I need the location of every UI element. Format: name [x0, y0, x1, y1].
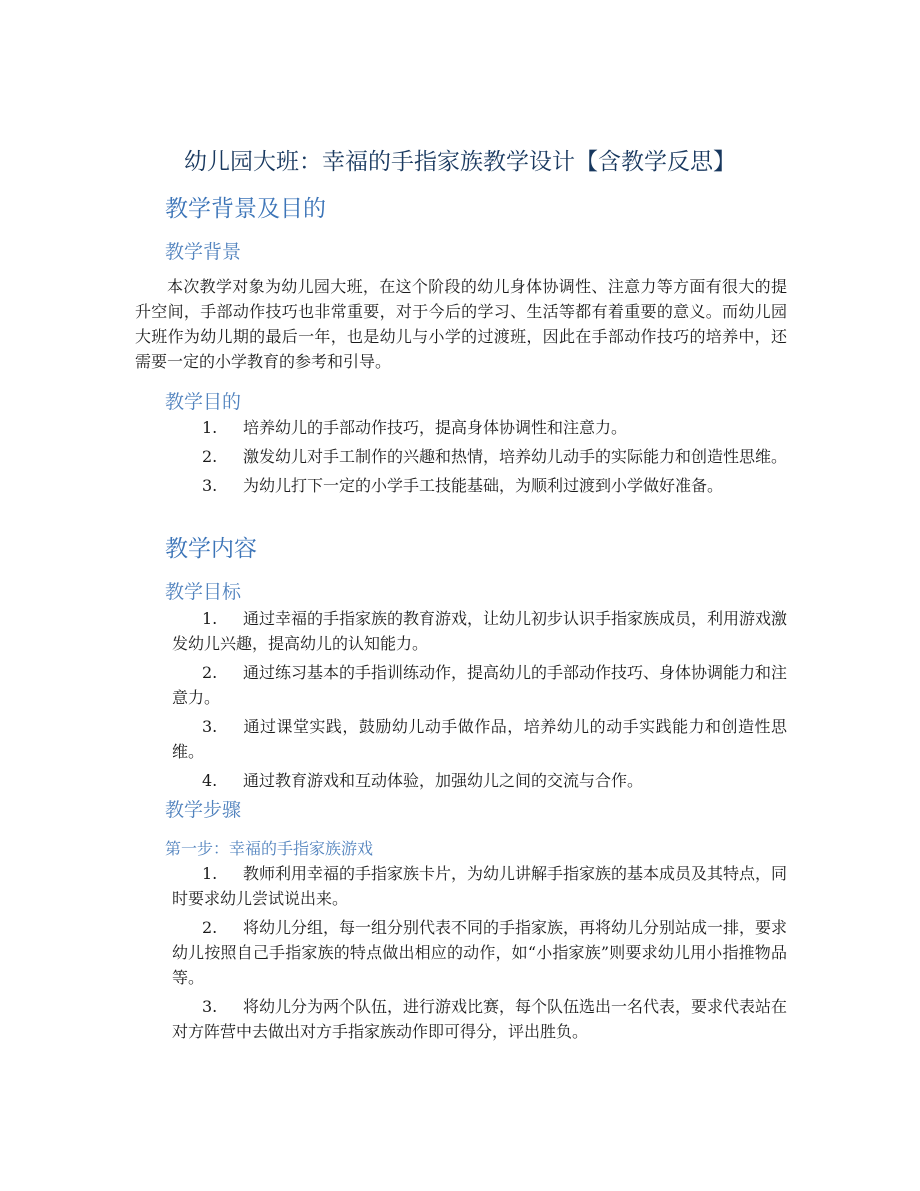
list-number: 3.: [202, 997, 218, 1016]
list-item: [172, 606, 787, 656]
section-heading-background: 教学背景及目的: [165, 196, 326, 222]
list-item: [172, 415, 787, 440]
list-text: 激发幼儿对手工制作的兴趣和热情，培养幼儿动手的实际能力和创造性思维。: [243, 447, 788, 466]
document-title: 幼儿园大班：幸福的手指家族教学设计【含教学反思】: [184, 149, 736, 175]
list-number: 1.: [202, 609, 218, 628]
list-number: 2.: [202, 918, 218, 937]
list-number: 3.: [202, 476, 218, 495]
purpose-list: [172, 415, 787, 502]
list-item: [172, 714, 787, 764]
list-item: [172, 444, 787, 469]
list-number: 1.: [202, 418, 218, 437]
list-number: 1.: [202, 864, 218, 883]
list-number: 2.: [202, 663, 218, 682]
list-text: 将幼儿分为两个队伍，进行游戏比赛，每个队伍选出一名代表，要求代表站在对方阵营中去做出对方手指家族动作即可得分，评出胜负。: [172, 997, 788, 1041]
list-text: 通过幸福的手指家族的教育游戏，让幼儿初步认识手指家族成员，利用游戏激发幼儿兴趣，提高幼儿的认知能力。: [172, 609, 788, 653]
step-one-heading: 第一步：幸福的手指家族游戏: [165, 839, 374, 858]
list-text: 教师利用幸福的手指家族卡片，为幼儿讲解手指家族的基本成员及其特点，同时要求幼儿尝试说出来。: [172, 864, 788, 908]
list-number: 2.: [202, 447, 218, 466]
list-item: [172, 994, 787, 1044]
list-item: [172, 861, 787, 911]
list-number: 4.: [202, 771, 218, 790]
section-heading-content: 教学内容: [165, 536, 257, 562]
list-text: 通过课堂实践，鼓励幼儿动手做作品，培养幼儿的动手实践能力和创造性思维。: [172, 717, 787, 761]
list-text: 通过练习基本的手指训练动作，提高幼儿的手部动作技巧、身体协调能力和注意力。: [172, 663, 788, 707]
subheading-steps: 教学步骤: [165, 799, 242, 821]
list-text: 将幼儿分组，每一组分别代表不同的手指家族，再将幼儿分别站成一排，要求幼儿按照自己手指家族的特点做出相应的动作，如“小指家族”则要求幼儿用小指推物品等。: [172, 918, 788, 987]
subheading-objectives: 教学目标: [165, 581, 242, 603]
list-text: 为幼儿打下一定的小学手工技能基础，为顺利过渡到小学做好准备。: [243, 476, 724, 495]
list-item: [172, 768, 787, 793]
list-item: [172, 473, 787, 498]
list-item: [172, 660, 787, 710]
list-number: 3.: [202, 717, 218, 736]
list-item: [172, 915, 787, 990]
subheading-purpose: 教学目的: [165, 391, 242, 413]
list-text: 通过教育游戏和互动体验，加强幼儿之间的交流与合作。: [243, 771, 644, 790]
steps-list: [172, 861, 787, 1048]
objectives-list: [172, 606, 787, 797]
list-text: 培养幼儿的手部动作技巧，提高身体协调性和注意力。: [243, 418, 628, 437]
subheading-background: 教学背景: [165, 241, 242, 263]
background-paragraph: 本次教学对象为幼儿园大班，在这个阶段的幼儿身体协调性、注意力等方面有很大的提升空间，手部动作技巧也非常重要，对于今后的学习、生活等都有着重要的意义。而幼儿园大班作为幼儿期的最后一年，也是幼儿与小学的过渡班，因此在手部动作技巧的培养中，还需要一定的小学教育的参考和引导。: [135, 277, 787, 371]
